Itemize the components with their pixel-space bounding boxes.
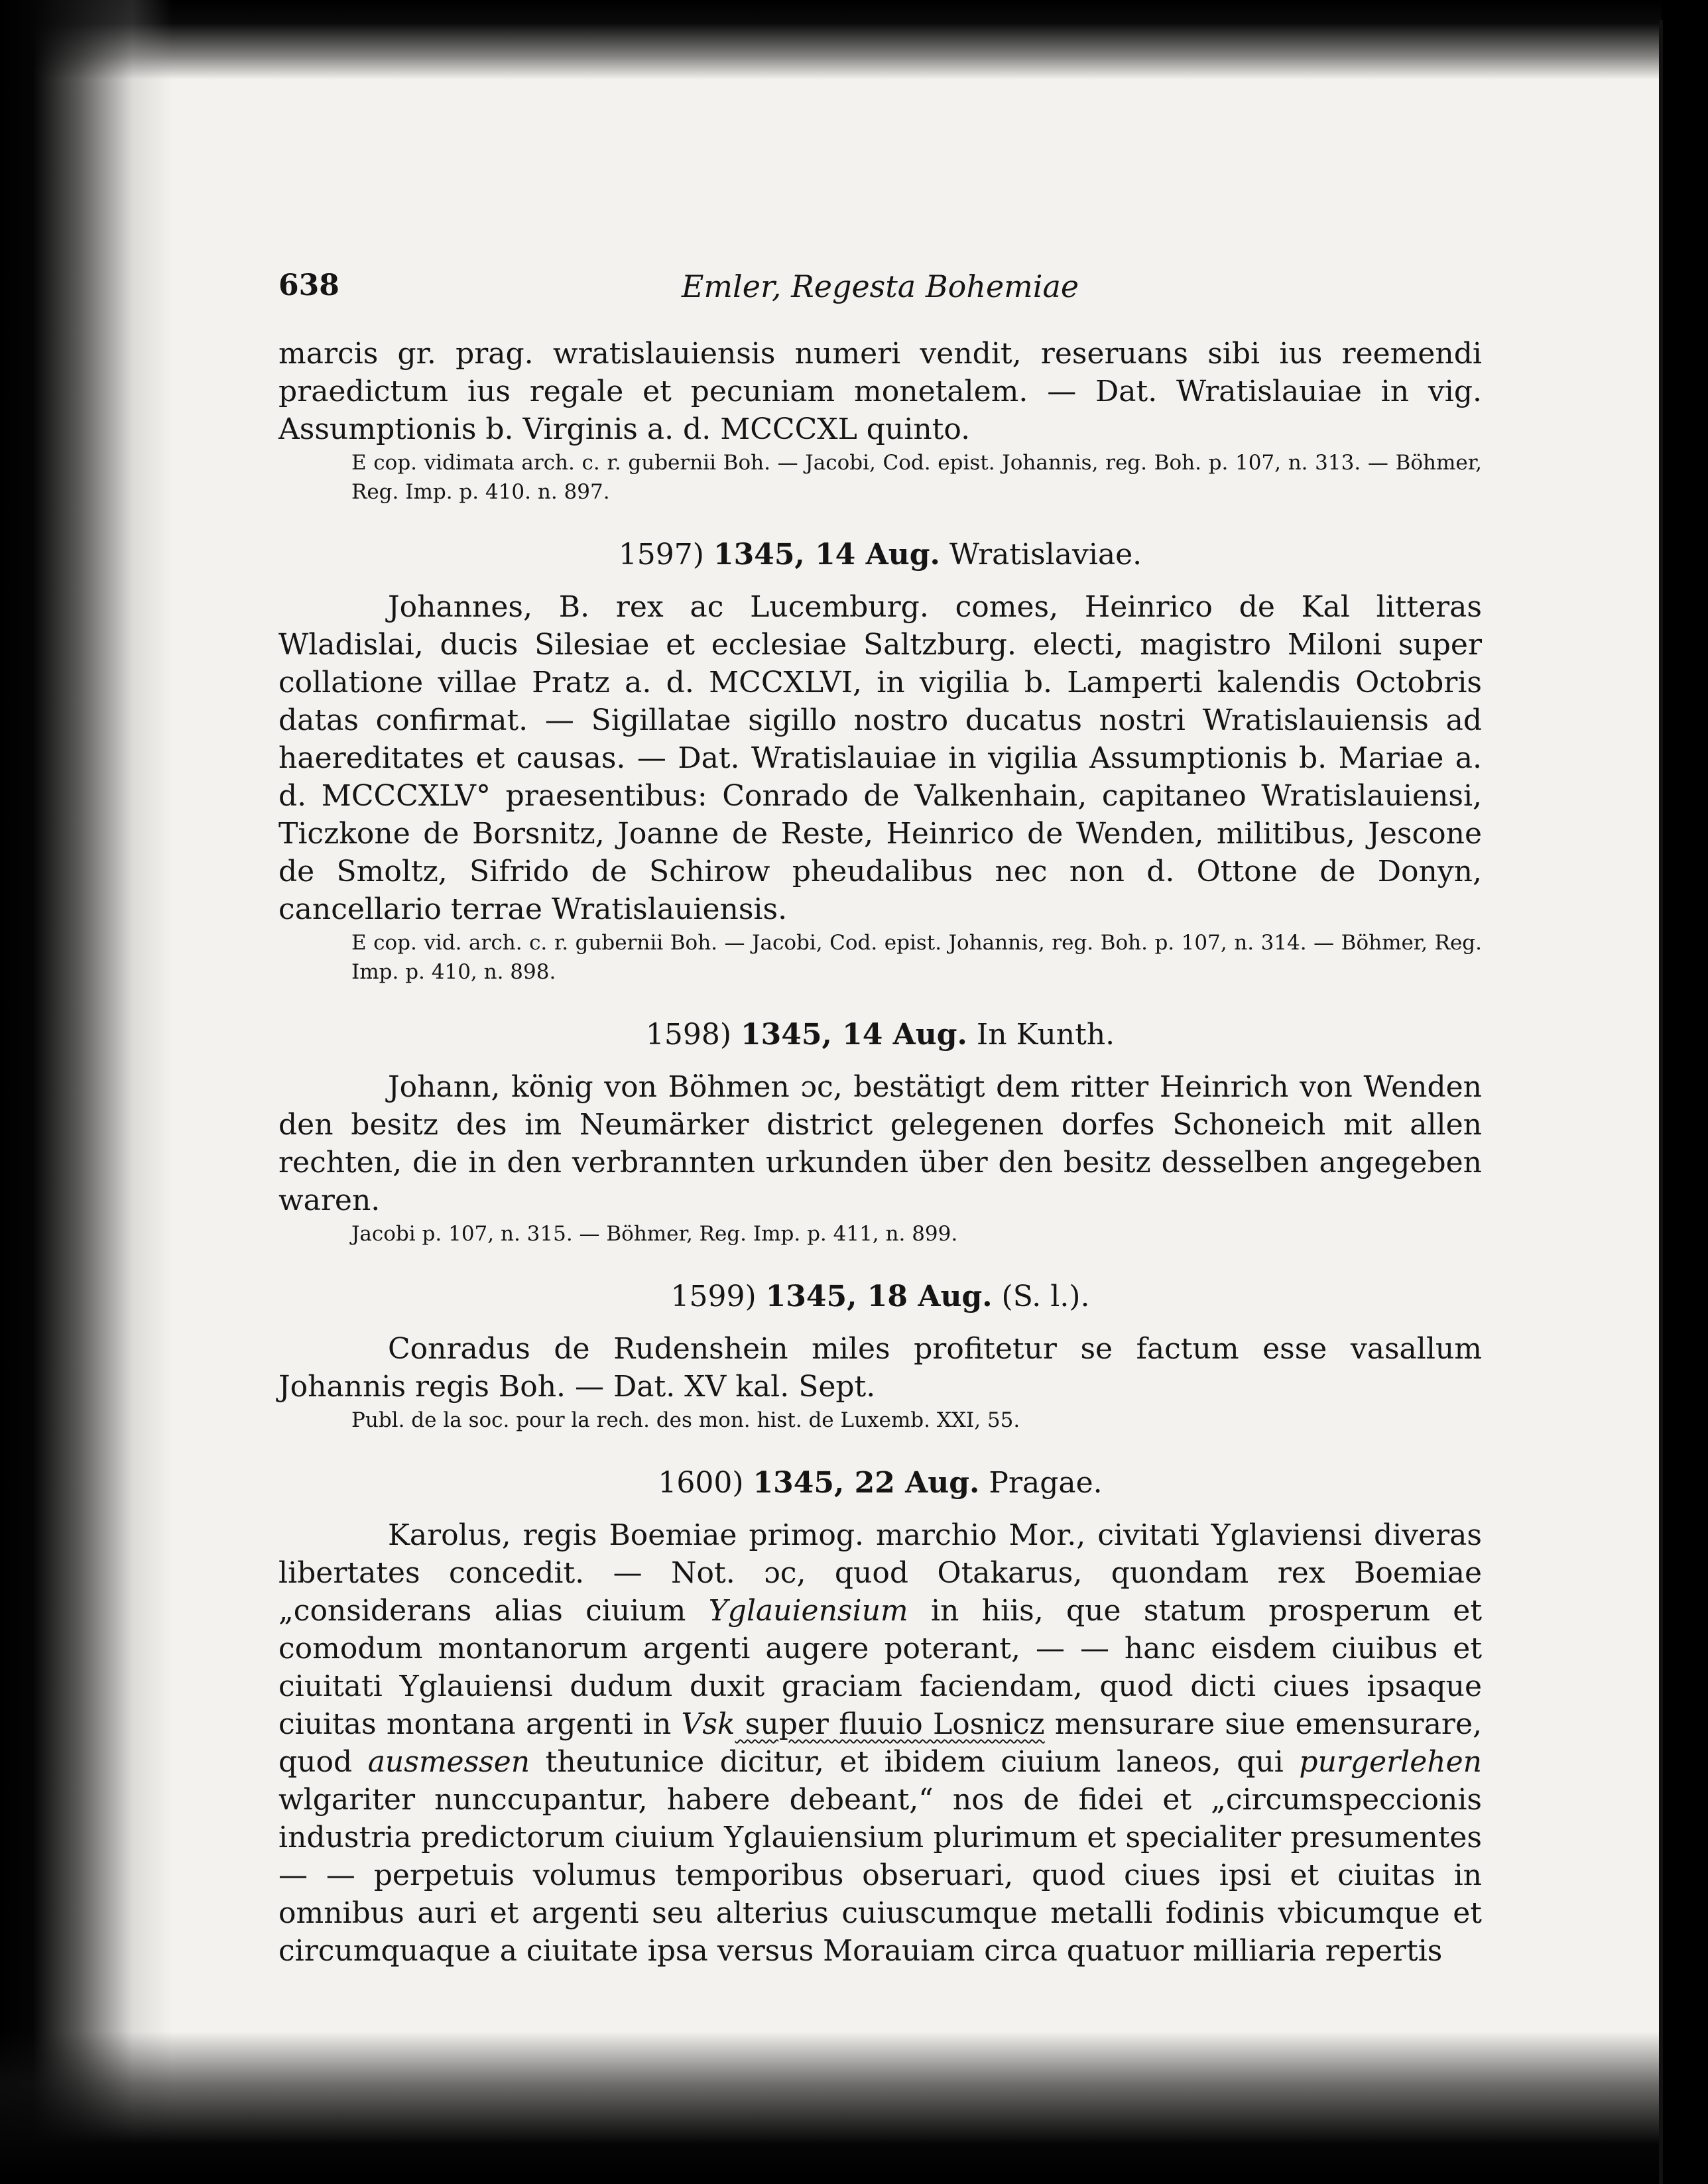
- italic-term: Yglauiensium: [708, 1594, 908, 1628]
- entry-number: 1599): [670, 1280, 757, 1313]
- entry-place: Wratislaviae.: [949, 538, 1142, 572]
- scan-border-left: [0, 0, 172, 2184]
- entry-place: Pragae.: [989, 1466, 1103, 1500]
- entry-text-1600: [278, 1516, 1482, 1970]
- entry-number: 1600): [658, 1466, 744, 1500]
- italic-term: ausmessen: [367, 1745, 530, 1779]
- continuation-text: marcis gr. prag. wratislauiensis numeri vendit, reseruans sibi ius reemendi praedictum ius regale et pecuniam monetalem. — Dat. Wratislauiae in vig. Assumptionis b. Virginis a. d. MCCCXL quinto.: [278, 337, 1482, 446]
- entry-date: 1345, 22 Aug.: [753, 1466, 980, 1500]
- page-content: [278, 335, 1482, 1970]
- text-run: Karolus, regis Boemiae primog. marchio Mor., civitati Yglaviensi diveras libertates concedit. — Not. ɔc, quod Otakarus, quondam rex Boemiae „considerans alias ciuium: [278, 1518, 1482, 1628]
- text-run: in hiis, que statum prosperum et comodum montanorum argenti augere poterant, — — hanc eisdem ciuibus et ciuitati Yglauiensi dudum duxit graciam faciendam, quod dicti ciues ipsaque ciuitas montana argenti in: [278, 1594, 1483, 1741]
- running-title: Emler, Regesta Bohemiae: [681, 269, 1079, 304]
- scan-border-top: [0, 0, 1708, 80]
- entry-place: In Kunth.: [976, 1018, 1115, 1052]
- underlined-phrase: super fluuio Losnicz: [735, 1707, 1045, 1741]
- entry-number: 1598): [645, 1018, 731, 1052]
- page-header: [278, 269, 1482, 308]
- entry-heading-1597: [278, 536, 1482, 574]
- entry-heading-1598: [278, 1016, 1482, 1054]
- page-fold-line: [1659, 20, 1663, 2184]
- entry-date: 1345, 14 Aug.: [741, 1018, 967, 1052]
- entry-number: 1597): [618, 538, 704, 572]
- entry-heading-1599: [278, 1278, 1482, 1315]
- page-number: 638: [278, 269, 339, 302]
- scan-border-right: [1662, 0, 1708, 2184]
- entry-text-1597: Johannes, B. rex ac Lucemburg. comes, Heinrico de Kal litteras Wladislai, ducis Silesiae et ecclesiae Saltzburg. electi, magistro Miloni super collatione villae Pratz a. d. MCCXLVI, in vigilia b. Lamperti kalendis Octobris datas confirmat. — Sigillatae sigillo nostro ducatus nostri Wratislauiensis ad haereditates et causas. — Dat. Wratislauiae in vigilia Assumptionis b. Mariae a. d. MCCCXLV° praesentibus: Conrado de Valkenhain, capitaneo Wratislauiensi, Ticzkone de Borsnitz, Joanne de Reste, Heinrico de Wenden, militibus, Jescone de Smoltz, Sifrido de Schirow pheudalibus nec non d. Ottone de Donyn, cancellario terrae Wratislauiensis.: [278, 590, 1482, 926]
- text-run: mensurare siue emensurare, quod: [278, 1707, 1482, 1779]
- italic-term: purgerlehen: [1299, 1745, 1483, 1779]
- scan-border-bottom: [0, 2032, 1708, 2184]
- text-run: theutunice dicitur, et ibidem ciuium laneos, qui: [530, 1745, 1300, 1779]
- entry-date: 1345, 18 Aug.: [765, 1280, 993, 1313]
- source-note-1597: E cop. vid. arch. c. r. gubernii Boh. — Jacobi, Cod. epist. Johannis, reg. Boh. p. 107, n. 314. — Böhmer, Reg. Imp. p. 410, n. 898.: [351, 931, 1482, 984]
- text-run: wlgariter nunccupantur, habere debeant,“ nos de fidei et „circumspeccionis industria predictorum ciuium Yglauiensium plurimum et specialiter presumentes — — perpetuis volumus temporibus obseruari, quod ciues ipsi et ciuitas in omnibus auri et argenti seu alterius cuiuscumque metalli fodinis vbicumque et circumquaque a ciuitate ipsa versus Morauiam circa quatuor milliaria repertis: [278, 1783, 1482, 1968]
- entry-text-1598: Johann, könig von Böhmen ɔc, bestätigt dem ritter Heinrich von Wenden den besitz des im Neumärker district gelegenen dorfes Schoneich mit allen rechten, die in den verbrannten urkunden über den besitz desselben angegeben waren.: [278, 1070, 1482, 1217]
- entry-text-1599: Conradus de Rudenshein miles profitetur se factum esse vasallum Johannis regis Boh. — Dat. XV kal. Sept.: [278, 1332, 1482, 1404]
- source-note: E cop. vidimata arch. c. r. gubernii Boh. — Jacobi, Cod. epist. Johannis, reg. Boh. p. 107, n. 313. — Böhmer, Reg. Imp. p. 410. n. 897.: [351, 451, 1482, 504]
- entry-date: 1345, 14 Aug.: [713, 538, 940, 572]
- source-note-1599: Publ. de la soc. pour la rech. des mon. hist. de Luxemb. XXI, 55.: [351, 1408, 1020, 1432]
- entry-heading-1600: [278, 1464, 1482, 1502]
- entry-place: (S. l.).: [1001, 1280, 1090, 1313]
- source-note-1598: Jacobi p. 107, n. 315. — Böhmer, Reg. Imp. p. 411, n. 899.: [351, 1222, 958, 1246]
- italic-term: Vsk: [681, 1707, 735, 1741]
